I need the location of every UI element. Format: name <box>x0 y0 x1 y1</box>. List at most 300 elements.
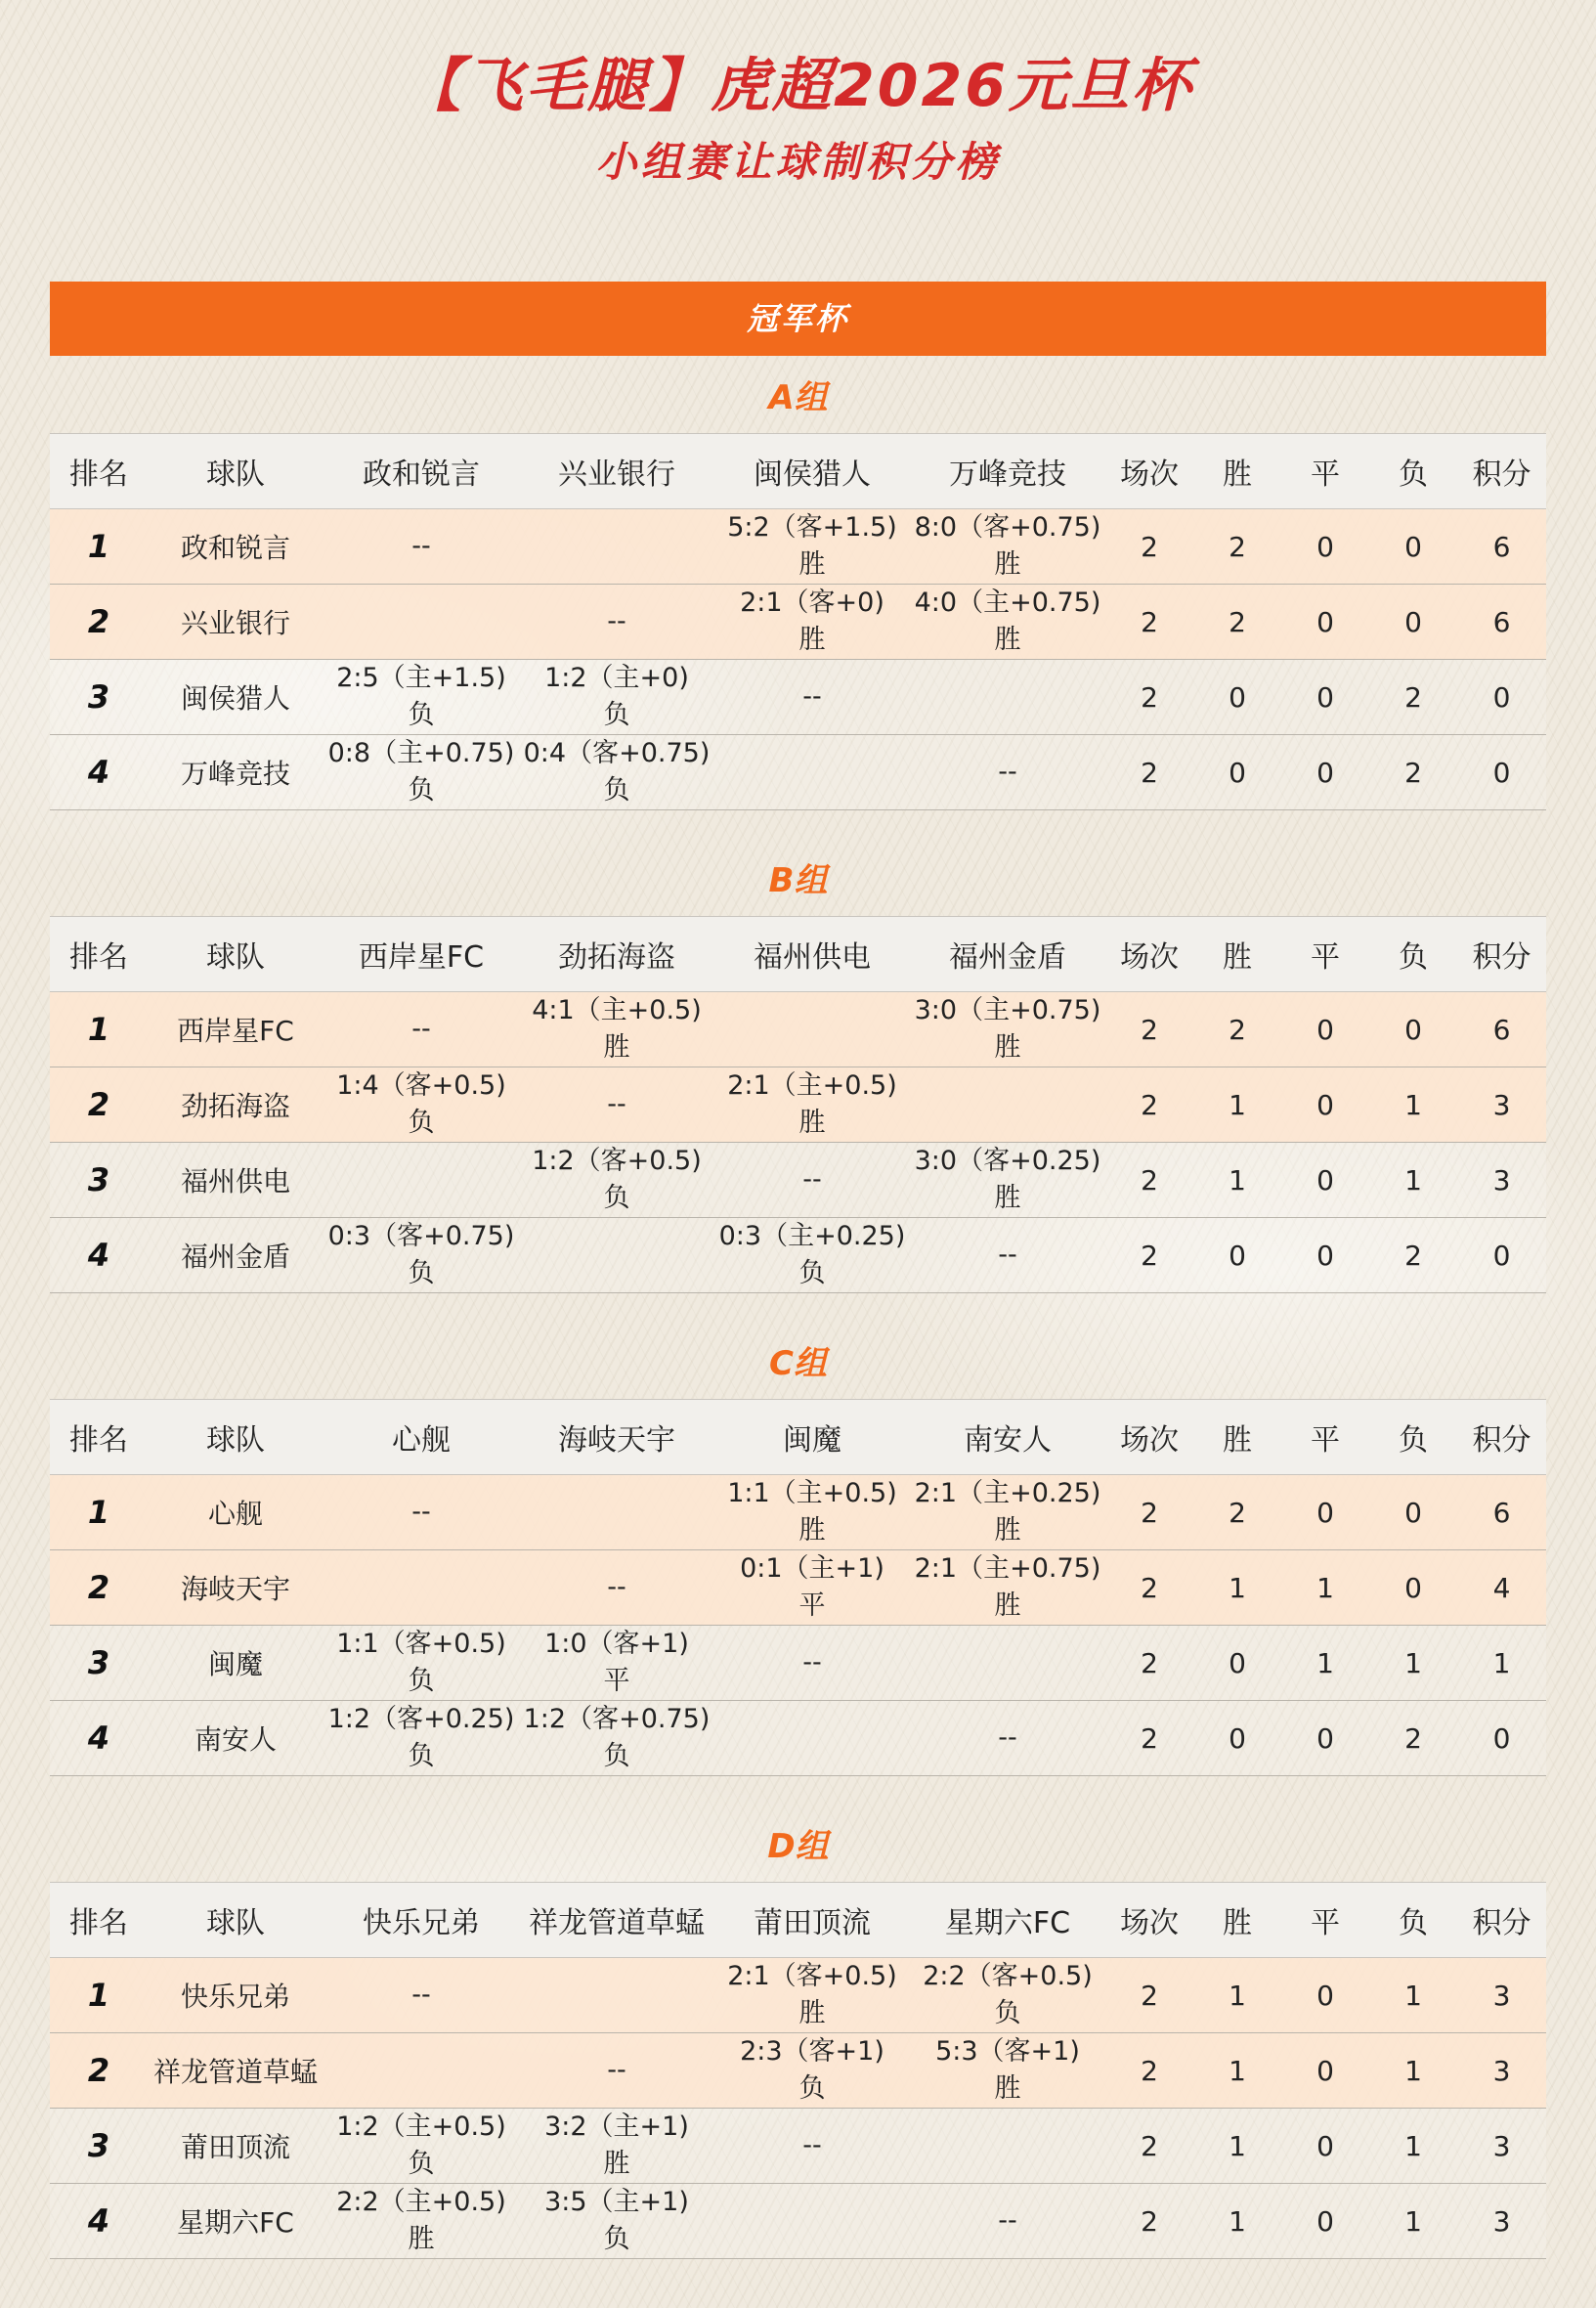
match-score: 2:2（主+0.5) <box>336 2187 506 2217</box>
match-score: -- <box>998 757 1017 787</box>
match-outcome: 胜 <box>994 625 1021 655</box>
match-result-cell <box>519 2033 714 2109</box>
col-rank-header: 排名 <box>50 917 148 992</box>
match-result-cell <box>714 1218 910 1293</box>
col-loss-header: 负 <box>1369 1400 1457 1475</box>
match-score: 1:4（客+0.5) <box>336 1070 506 1101</box>
team-name: 海岐天宇 <box>148 1550 324 1626</box>
points-cell: 6 <box>1457 992 1546 1067</box>
draw-cell: 0 <box>1281 992 1369 1067</box>
col-points-header: 积分 <box>1457 1400 1546 1475</box>
col-win-header: 胜 <box>1193 1883 1281 1958</box>
page-title: 【飞毛腿】虎超2026元旦杯 <box>403 52 1193 120</box>
col-rank-header: 排名 <box>50 434 148 509</box>
match-outcome: 胜 <box>603 2149 630 2179</box>
match-outcome: 胜 <box>994 2073 1021 2104</box>
match-score: 1:2（客+0.5) <box>532 1146 702 1176</box>
group-3 <box>50 1328 1546 1776</box>
team-name: 劲拓海盗 <box>148 1067 324 1143</box>
points-cell: 3 <box>1457 2033 1546 2109</box>
win-cell: 1 <box>1193 1067 1281 1143</box>
team-name: 兴业银行 <box>148 585 324 660</box>
match-result-cell <box>714 1550 910 1626</box>
draw-cell: 1 <box>1281 1626 1369 1701</box>
played-cell: 2 <box>1105 992 1193 1067</box>
table-row <box>50 992 1546 1067</box>
match-result-cell <box>324 2184 519 2259</box>
match-result-cell <box>324 1701 519 1776</box>
match-result-cell <box>910 735 1105 810</box>
rank-cell: 2 <box>50 1550 148 1626</box>
match-result-cell <box>910 1958 1105 2033</box>
match-score: -- <box>607 2055 626 2085</box>
match-score: 1:2（客+0.25) <box>327 1704 515 1734</box>
played-cell: 2 <box>1105 2033 1193 2109</box>
win-cell: 1 <box>1193 2184 1281 2259</box>
match-score: 2:3（客+1) <box>740 2036 884 2067</box>
col-draw-header: 平 <box>1281 1883 1369 1958</box>
standings-table <box>50 1882 1546 2259</box>
match-score: 2:1（主+0.5) <box>727 1070 897 1101</box>
match-result-cell <box>714 1143 910 1218</box>
col-loss-header: 负 <box>1369 917 1457 992</box>
match-score: 1:2（主+0) <box>544 663 689 693</box>
match-score: 2:2（客+0.5) <box>923 1961 1093 1991</box>
match-score: -- <box>411 1497 431 1527</box>
match-result-cell <box>910 1218 1105 1293</box>
match-score: -- <box>802 2130 822 2160</box>
match-score: -- <box>998 2205 1017 2236</box>
col-team-header: 球队 <box>148 1400 324 1475</box>
col-opponent-header: 闽魔 <box>714 1400 910 1475</box>
points-cell: 3 <box>1457 1143 1546 1218</box>
table-row <box>50 660 1546 735</box>
col-opponent-header: 政和锐言 <box>324 434 519 509</box>
win-cell: 0 <box>1193 1701 1281 1776</box>
group-2 <box>50 846 1546 1293</box>
match-score: 2:1（主+0.25) <box>914 1478 1101 1508</box>
group-title: A组 <box>768 378 828 417</box>
match-result-cell <box>324 1067 519 1143</box>
played-cell: 2 <box>1105 1550 1193 1626</box>
col-rank-header: 排名 <box>50 1400 148 1475</box>
match-result-cell <box>714 1626 910 1701</box>
loss-cell: 0 <box>1369 585 1457 660</box>
header-row <box>50 1400 1546 1475</box>
draw-cell: 0 <box>1281 1701 1369 1776</box>
match-outcome: 负 <box>603 2224 630 2254</box>
match-result-cell <box>519 2109 714 2184</box>
col-draw-header: 平 <box>1281 917 1369 992</box>
draw-cell: 0 <box>1281 1143 1369 1218</box>
rank-cell: 1 <box>50 509 148 585</box>
match-result-cell <box>519 509 714 585</box>
win-cell: 0 <box>1193 1626 1281 1701</box>
match-result-cell <box>324 509 519 585</box>
match-result-cell <box>910 2033 1105 2109</box>
match-outcome: 负 <box>408 1258 435 1288</box>
match-result-cell <box>324 735 519 810</box>
match-result-cell <box>714 585 910 660</box>
col-played-header: 场次 <box>1105 434 1193 509</box>
match-outcome: 胜 <box>798 549 826 580</box>
match-score: 0:3（主+0.25) <box>718 1221 906 1251</box>
points-cell: 6 <box>1457 585 1546 660</box>
played-cell: 2 <box>1105 1143 1193 1218</box>
match-outcome: 平 <box>798 1590 826 1621</box>
loss-cell: 1 <box>1369 2184 1457 2259</box>
match-result-cell <box>324 1218 519 1293</box>
rank-cell: 3 <box>50 660 148 735</box>
rank-cell: 2 <box>50 585 148 660</box>
match-score: 1:1（主+0.5) <box>727 1478 897 1508</box>
loss-cell: 1 <box>1369 2033 1457 2109</box>
col-played-header: 场次 <box>1105 917 1193 992</box>
page-header <box>0 47 1596 190</box>
win-cell: 2 <box>1193 585 1281 660</box>
loss-cell: 0 <box>1369 509 1457 585</box>
col-loss-header: 负 <box>1369 434 1457 509</box>
col-draw-header: 平 <box>1281 434 1369 509</box>
match-result-cell <box>324 2033 519 2109</box>
col-opponent-header: 兴业银行 <box>519 434 714 509</box>
draw-cell: 1 <box>1281 1550 1369 1626</box>
col-win-header: 胜 <box>1193 434 1281 509</box>
table-row <box>50 1218 1546 1293</box>
points-cell: 0 <box>1457 1701 1546 1776</box>
points-cell: 0 <box>1457 1218 1546 1293</box>
match-outcome: 胜 <box>798 1108 826 1138</box>
team-name: 万峰竞技 <box>148 735 324 810</box>
draw-cell: 0 <box>1281 2184 1369 2259</box>
match-outcome: 胜 <box>408 2224 435 2254</box>
match-result-cell <box>324 1958 519 2033</box>
points-cell: 0 <box>1457 660 1546 735</box>
loss-cell: 2 <box>1369 660 1457 735</box>
col-points-header: 积分 <box>1457 917 1546 992</box>
col-points-header: 积分 <box>1457 1883 1546 1958</box>
header-row <box>50 1883 1546 1958</box>
match-outcome: 负 <box>408 1741 435 1771</box>
match-score: -- <box>411 1014 431 1044</box>
match-result-cell <box>324 1143 519 1218</box>
match-score: 2:1（客+0.5) <box>727 1961 897 1991</box>
rank-cell: 3 <box>50 2109 148 2184</box>
col-points-header: 积分 <box>1457 434 1546 509</box>
group-title: D组 <box>767 1827 829 1866</box>
win-cell: 1 <box>1193 1143 1281 1218</box>
standings-table <box>50 1399 1546 1776</box>
team-name: 西岸星FC <box>148 992 324 1067</box>
draw-cell: 0 <box>1281 1958 1369 2033</box>
rank-cell: 4 <box>50 735 148 810</box>
match-outcome: 负 <box>603 700 630 730</box>
match-score: 3:2（主+1) <box>544 2112 689 2142</box>
match-result-cell <box>519 992 714 1067</box>
match-score: 3:5（主+1) <box>544 2187 689 2217</box>
match-result-cell <box>714 735 910 810</box>
col-opponent-header: 海岐天宇 <box>519 1400 714 1475</box>
col-win-header: 胜 <box>1193 917 1281 992</box>
team-name: 心舰 <box>148 1475 324 1550</box>
match-result-cell <box>519 1550 714 1626</box>
cup-banner: 冠军杯 <box>50 282 1546 356</box>
match-result-cell <box>324 1550 519 1626</box>
match-score: -- <box>802 681 822 712</box>
rank-cell: 2 <box>50 1067 148 1143</box>
match-score: 3:0（客+0.25) <box>914 1146 1101 1176</box>
table-row <box>50 2109 1546 2184</box>
rank-cell: 4 <box>50 1701 148 1776</box>
match-score: 1:2（客+0.75) <box>523 1704 711 1734</box>
col-opponent-header: 万峰竞技 <box>910 434 1105 509</box>
team-name: 快乐兄弟 <box>148 1958 324 2033</box>
match-result-cell <box>324 660 519 735</box>
points-cell: 0 <box>1457 735 1546 810</box>
match-score: 5:3（客+1) <box>935 2036 1080 2067</box>
loss-cell: 0 <box>1369 992 1457 1067</box>
match-result-cell <box>714 1958 910 2033</box>
match-result-cell <box>519 585 714 660</box>
match-score: -- <box>998 1722 1017 1753</box>
match-score: 4:1（主+0.5) <box>532 995 702 1025</box>
loss-cell: 2 <box>1369 1701 1457 1776</box>
points-cell: 3 <box>1457 1958 1546 2033</box>
points-cell: 3 <box>1457 1067 1546 1143</box>
match-score: 0:3（客+0.75) <box>327 1221 515 1251</box>
col-opponent-header: 祥龙管道草蜢 <box>519 1883 714 1958</box>
match-result-cell <box>910 1143 1105 1218</box>
draw-cell: 0 <box>1281 735 1369 810</box>
match-outcome: 胜 <box>994 1032 1021 1063</box>
match-score: -- <box>411 1980 431 2010</box>
match-outcome: 负 <box>408 1108 435 1138</box>
match-result-cell <box>519 1475 714 1550</box>
points-cell: 4 <box>1457 1550 1546 1626</box>
col-team-header: 球队 <box>148 434 324 509</box>
col-opponent-header: 南安人 <box>910 1400 1105 1475</box>
match-outcome: 负 <box>603 1741 630 1771</box>
team-name: 福州供电 <box>148 1143 324 1218</box>
match-result-cell <box>519 1626 714 1701</box>
table-row <box>50 509 1546 585</box>
col-opponent-header: 西岸星FC <box>324 917 519 992</box>
col-team-header: 球队 <box>148 917 324 992</box>
match-outcome: 负 <box>408 775 435 806</box>
team-name: 政和锐言 <box>148 509 324 585</box>
match-score: 2:1（客+0) <box>740 588 884 618</box>
match-result-cell <box>714 2184 910 2259</box>
rank-cell: 3 <box>50 1143 148 1218</box>
match-result-cell <box>714 660 910 735</box>
team-name: 闽侯猎人 <box>148 660 324 735</box>
team-name: 福州金盾 <box>148 1218 324 1293</box>
win-cell: 1 <box>1193 1958 1281 2033</box>
rank-cell: 2 <box>50 2033 148 2109</box>
match-result-cell <box>324 992 519 1067</box>
loss-cell: 1 <box>1369 2109 1457 2184</box>
match-outcome: 胜 <box>994 1183 1021 1213</box>
table-row <box>50 585 1546 660</box>
match-result-cell <box>519 735 714 810</box>
match-result-cell <box>910 992 1105 1067</box>
played-cell: 2 <box>1105 585 1193 660</box>
rank-cell: 4 <box>50 2184 148 2259</box>
col-opponent-header: 莆田顶流 <box>714 1883 910 1958</box>
table-row <box>50 1067 1546 1143</box>
match-result-cell <box>714 1067 910 1143</box>
match-result-cell <box>519 2184 714 2259</box>
match-result-cell <box>910 585 1105 660</box>
match-score: 2:1（主+0.75) <box>914 1553 1101 1584</box>
col-team-header: 球队 <box>148 1883 324 1958</box>
match-result-cell <box>910 2109 1105 2184</box>
win-cell: 1 <box>1193 2033 1281 2109</box>
match-result-cell <box>910 1626 1105 1701</box>
match-score: -- <box>998 1240 1017 1270</box>
match-outcome: 胜 <box>994 549 1021 580</box>
match-outcome: 负 <box>798 1258 826 1288</box>
col-opponent-header: 劲拓海盗 <box>519 917 714 992</box>
match-score: -- <box>802 1164 822 1195</box>
col-draw-header: 平 <box>1281 1400 1369 1475</box>
col-opponent-header: 福州供电 <box>714 917 910 992</box>
match-result-cell <box>910 1475 1105 1550</box>
loss-cell: 0 <box>1369 1475 1457 1550</box>
table-row <box>50 1626 1546 1701</box>
match-result-cell <box>324 585 519 660</box>
rank-cell: 1 <box>50 992 148 1067</box>
draw-cell: 0 <box>1281 509 1369 585</box>
loss-cell: 1 <box>1369 1626 1457 1701</box>
match-score: 3:0（主+0.75) <box>914 995 1101 1025</box>
match-result-cell <box>714 992 910 1067</box>
match-outcome: 胜 <box>994 1515 1021 1546</box>
col-win-header: 胜 <box>1193 1400 1281 1475</box>
match-outcome: 负 <box>994 1998 1021 2028</box>
match-result-cell <box>519 1218 714 1293</box>
table-row <box>50 1475 1546 1550</box>
points-cell: 6 <box>1457 1475 1546 1550</box>
played-cell: 2 <box>1105 1218 1193 1293</box>
match-score: 5:2（客+1.5) <box>727 512 897 543</box>
draw-cell: 0 <box>1281 585 1369 660</box>
match-score: 4:0（主+0.75) <box>914 588 1101 618</box>
match-result-cell <box>519 1143 714 1218</box>
points-cell: 1 <box>1457 1626 1546 1701</box>
points-cell: 3 <box>1457 2109 1546 2184</box>
col-played-header: 场次 <box>1105 1883 1193 1958</box>
match-outcome: 负 <box>408 700 435 730</box>
rank-cell: 3 <box>50 1626 148 1701</box>
match-score: 1:0（客+1) <box>544 1629 689 1659</box>
match-score: -- <box>411 531 431 561</box>
match-outcome: 负 <box>798 2073 826 2104</box>
played-cell: 2 <box>1105 1067 1193 1143</box>
match-score: -- <box>607 1572 626 1602</box>
team-name: 闽魔 <box>148 1626 324 1701</box>
match-outcome: 胜 <box>798 1515 826 1546</box>
table-row <box>50 1958 1546 2033</box>
match-result-cell <box>910 660 1105 735</box>
match-result-cell <box>519 1701 714 1776</box>
match-result-cell <box>324 1626 519 1701</box>
match-result-cell <box>714 2109 910 2184</box>
match-result-cell <box>910 1067 1105 1143</box>
col-opponent-header: 心舰 <box>324 1400 519 1475</box>
match-score: -- <box>607 1089 626 1119</box>
group-title: C组 <box>769 1344 827 1383</box>
draw-cell: 0 <box>1281 2109 1369 2184</box>
match-score: 1:1（客+0.5) <box>336 1629 506 1659</box>
played-cell: 2 <box>1105 1626 1193 1701</box>
match-score: 0:1（主+1) <box>740 1553 884 1584</box>
match-outcome: 胜 <box>603 1032 630 1063</box>
loss-cell: 0 <box>1369 1550 1457 1626</box>
match-outcome: 胜 <box>798 1998 826 2028</box>
draw-cell: 0 <box>1281 2033 1369 2109</box>
match-score: -- <box>802 1647 822 1677</box>
win-cell: 1 <box>1193 2109 1281 2184</box>
match-outcome: 负 <box>408 2149 435 2179</box>
played-cell: 2 <box>1105 509 1193 585</box>
table-row <box>50 1143 1546 1218</box>
played-cell: 2 <box>1105 735 1193 810</box>
win-cell: 0 <box>1193 735 1281 810</box>
match-score: 1:2（主+0.5) <box>336 2112 506 2142</box>
header-row <box>50 917 1546 992</box>
match-score: 8:0（客+0.75) <box>914 512 1101 543</box>
loss-cell: 2 <box>1369 1218 1457 1293</box>
match-score: 2:5（主+1.5) <box>336 663 506 693</box>
table-row <box>50 735 1546 810</box>
match-outcome: 胜 <box>994 1590 1021 1621</box>
draw-cell: 0 <box>1281 660 1369 735</box>
rank-cell: 4 <box>50 1218 148 1293</box>
standings-table <box>50 433 1546 810</box>
match-result-cell <box>714 1475 910 1550</box>
team-name: 南安人 <box>148 1701 324 1776</box>
group-title: B组 <box>768 861 828 900</box>
points-cell: 3 <box>1457 2184 1546 2259</box>
match-result-cell <box>910 1701 1105 1776</box>
match-score: 0:4（客+0.75) <box>523 738 711 768</box>
loss-cell: 1 <box>1369 1143 1457 1218</box>
match-outcome: 平 <box>603 1666 630 1696</box>
col-opponent-header: 星期六FC <box>910 1883 1105 1958</box>
match-result-cell <box>714 2033 910 2109</box>
win-cell: 2 <box>1193 509 1281 585</box>
win-cell: 2 <box>1193 1475 1281 1550</box>
win-cell: 0 <box>1193 1218 1281 1293</box>
col-loss-header: 负 <box>1369 1883 1457 1958</box>
played-cell: 2 <box>1105 2109 1193 2184</box>
match-outcome: 胜 <box>798 625 826 655</box>
played-cell: 2 <box>1105 2184 1193 2259</box>
played-cell: 2 <box>1105 660 1193 735</box>
loss-cell: 2 <box>1369 735 1457 810</box>
match-result-cell <box>910 1550 1105 1626</box>
points-cell: 6 <box>1457 509 1546 585</box>
match-result-cell <box>324 1475 519 1550</box>
team-name: 莆田顶流 <box>148 2109 324 2184</box>
match-result-cell <box>519 660 714 735</box>
match-score: 0:8（主+0.75) <box>327 738 515 768</box>
match-result-cell <box>714 509 910 585</box>
standings-table <box>50 916 1546 1293</box>
played-cell: 2 <box>1105 1475 1193 1550</box>
match-result-cell <box>324 2109 519 2184</box>
